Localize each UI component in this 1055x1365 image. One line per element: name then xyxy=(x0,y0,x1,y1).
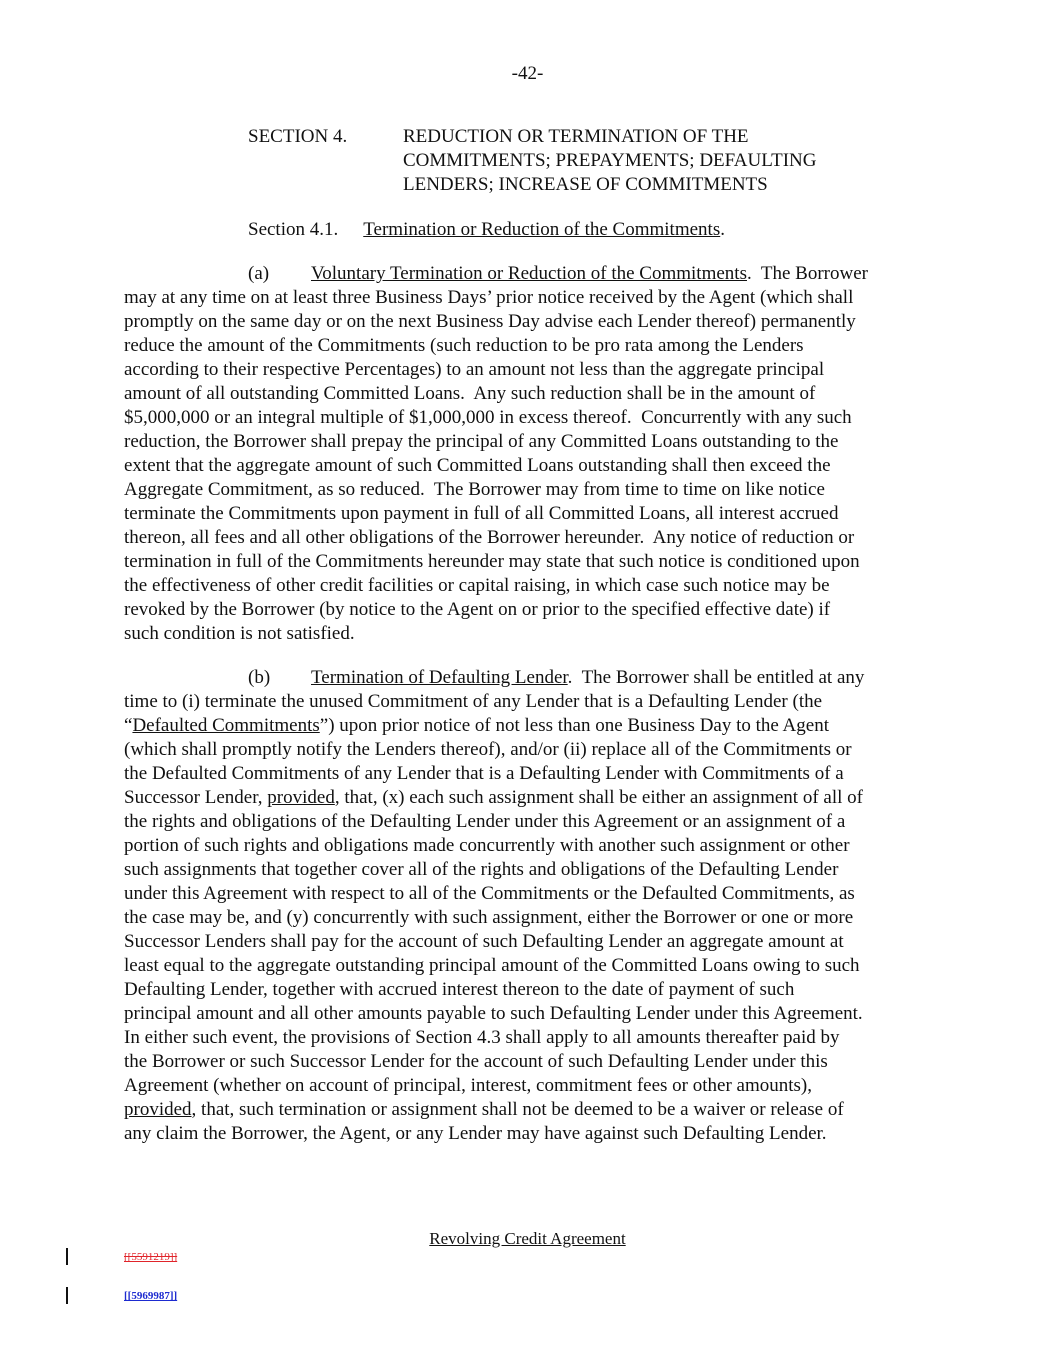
paragraph-a-label: (a) xyxy=(248,263,270,284)
text-line: amount of all outstanding Committed Loans. Any such reduction shall be in the amount of xyxy=(124,383,816,404)
text-line: may at any time on at least three Business Days’ prior notice received by the Agent (which shall xyxy=(124,287,854,308)
text-line: the Borrower or such Successor Lender for the account of such Defaulting Lender under this xyxy=(124,1051,828,1072)
paragraph-b xyxy=(124,666,944,1146)
text-line: any claim the Borrower, the Agent, or any Lender may have against such Defaulting Lender. xyxy=(124,1123,827,1144)
text-line: the case may be, and (y) concurrently with such assignment, either the Borrower or one or more xyxy=(124,907,854,928)
text-line: Agreement (whether on account of principal, interest, commitment fees or other amounts), xyxy=(124,1075,812,1096)
text-line: promptly on the same day or on the next Business Day advise each Lender thereof) permanently xyxy=(124,311,856,332)
text-fragment: , that, such termination or assignment shall not be deemed to be a waiver or release of xyxy=(191,1099,844,1120)
subsection-title: Termination or Reduction of the Commitments xyxy=(363,219,721,240)
inserted-document-id: [[5969987]] xyxy=(124,1290,178,1302)
text-line: revoked by the Borrower (by notice to the Agent on or prior to the specified effective date) if xyxy=(124,599,831,620)
paragraph-b-label: (b) xyxy=(248,667,271,688)
open-quote: “ xyxy=(124,715,133,736)
text-line: $5,000,000 or an integral multiple of $1,000,000 in excess thereof. Concurrently with any such xyxy=(124,407,852,428)
section-title-line: COMMITMENTS; PREPAYMENTS; DEFAULTING xyxy=(403,150,817,171)
change-bar xyxy=(66,1248,68,1265)
section-number: SECTION 4. xyxy=(248,126,348,147)
text-line: Aggregate Commitment, as so reduced. The Borrower may from time to time on like notice xyxy=(124,479,825,500)
text-line: (which shall promptly notify the Lenders thereof), and/or (ii) replace all of the Commitments or xyxy=(124,739,852,760)
defined-term: Defaulted Commitments xyxy=(132,715,320,736)
change-bar xyxy=(66,1287,68,1304)
text-line: the Defaulted Commitments of any Lender that is a Defaulting Lender with Commitments of a xyxy=(124,763,844,784)
footer-title xyxy=(0,1229,1055,1249)
text-line: thereon, all fees and all other obligations of the Borrower hereunder. Any notice of reduction or xyxy=(124,527,855,548)
deleted-document-id xyxy=(124,1251,177,1263)
text-line: under this Agreement with respect to all of the Commitments or the Defaulted Commitments, as xyxy=(124,883,855,904)
text-line: such condition is not satisfied. xyxy=(124,623,355,644)
text-fragment: , that, (x) each such assignment shall be either an assignment of all of xyxy=(334,787,863,808)
footer-title-text: Revolving Credit Agreement xyxy=(429,1229,626,1248)
text-line xyxy=(124,786,944,810)
paragraph-a-heading: Voluntary Termination or Reduction of the Commitments xyxy=(311,263,747,284)
text-line: Successor Lenders shall pay for the account of such Defaulting Lender an aggregate amount at xyxy=(124,931,844,952)
text-line: Defaulting Lender, together with accrued interest thereon to the date of payment of such xyxy=(124,979,795,1000)
text-line xyxy=(124,1098,944,1122)
text-line: the effectiveness of other credit facilities or capital raising, in which case such notice may be xyxy=(124,575,830,596)
subsection-number: Section 4.1. xyxy=(248,219,339,240)
subsection-heading xyxy=(248,218,725,242)
text-line: portion of such rights and obligations made concurrently with another such assignment or other xyxy=(124,835,850,856)
text-line: termination in full of the Commitments hereunder may state that such notice is conditioned upon xyxy=(124,551,860,572)
section-title-line: REDUCTION OR TERMINATION OF THE xyxy=(403,126,749,147)
text-fragment: Successor Lender, xyxy=(124,787,268,808)
text-line: time to (i) terminate the unused Commitment of any Lender that is a Defaulting Lender (the xyxy=(124,691,823,712)
paragraph-b-first-line-text: . The Borrower shall be entitled at any xyxy=(567,667,865,688)
text-line: according to their respective Percentages) to an amount not less than the aggregate principal xyxy=(124,359,825,380)
text-line: In either such event, the provisions of Section 4.3 shall apply to all amounts thereafter paid by xyxy=(124,1027,840,1048)
paragraph-b-heading: Termination of Defaulting Lender xyxy=(311,667,568,688)
text-fragment: ”) upon prior notice of not less than one Business Day to the Agent xyxy=(319,715,829,736)
text-line: terminate the Commitments upon payment in full of all Committed Loans, all interest accrued xyxy=(124,503,839,524)
text-line: such assignments that together cover all of the rights and obligations of the Defaulting Lender xyxy=(124,859,839,880)
text-line: reduce the amount of the Commitments (such reduction to be pro rata among the Lenders xyxy=(124,335,804,356)
text-line: principal amount and all other amounts payable to such Defaulting Lender under this Agreement. xyxy=(124,1003,863,1024)
deleted-document-id-text: [[5591219]] xyxy=(124,1251,178,1263)
provided-term: provided xyxy=(124,1099,192,1120)
paragraph-a xyxy=(124,262,944,646)
text-line: least equal to the aggregate outstanding principal amount of the Committed Loans owing to such xyxy=(124,955,860,976)
page-number: -42- xyxy=(511,63,544,84)
text-line xyxy=(124,714,944,738)
paragraph-b-first-line xyxy=(124,666,944,690)
provided-term: provided xyxy=(267,787,335,808)
paragraph-a-first-line xyxy=(124,262,944,286)
text-line: the rights and obligations of the Defaulting Lender under this Agreement or an assignment of a xyxy=(124,811,846,832)
subsection-title-suffix: . xyxy=(720,219,725,240)
section-title xyxy=(403,125,817,197)
text-line: reduction, the Borrower shall prepay the principal of any Committed Loans outstanding to the xyxy=(124,431,839,452)
section-title-line: LENDERS; INCREASE OF COMMITMENTS xyxy=(403,174,768,195)
text-line: extent that the aggregate amount of such Committed Loans outstanding shall then exceed the xyxy=(124,455,831,476)
paragraph-a-first-line-text: . The Borrower xyxy=(746,263,868,284)
